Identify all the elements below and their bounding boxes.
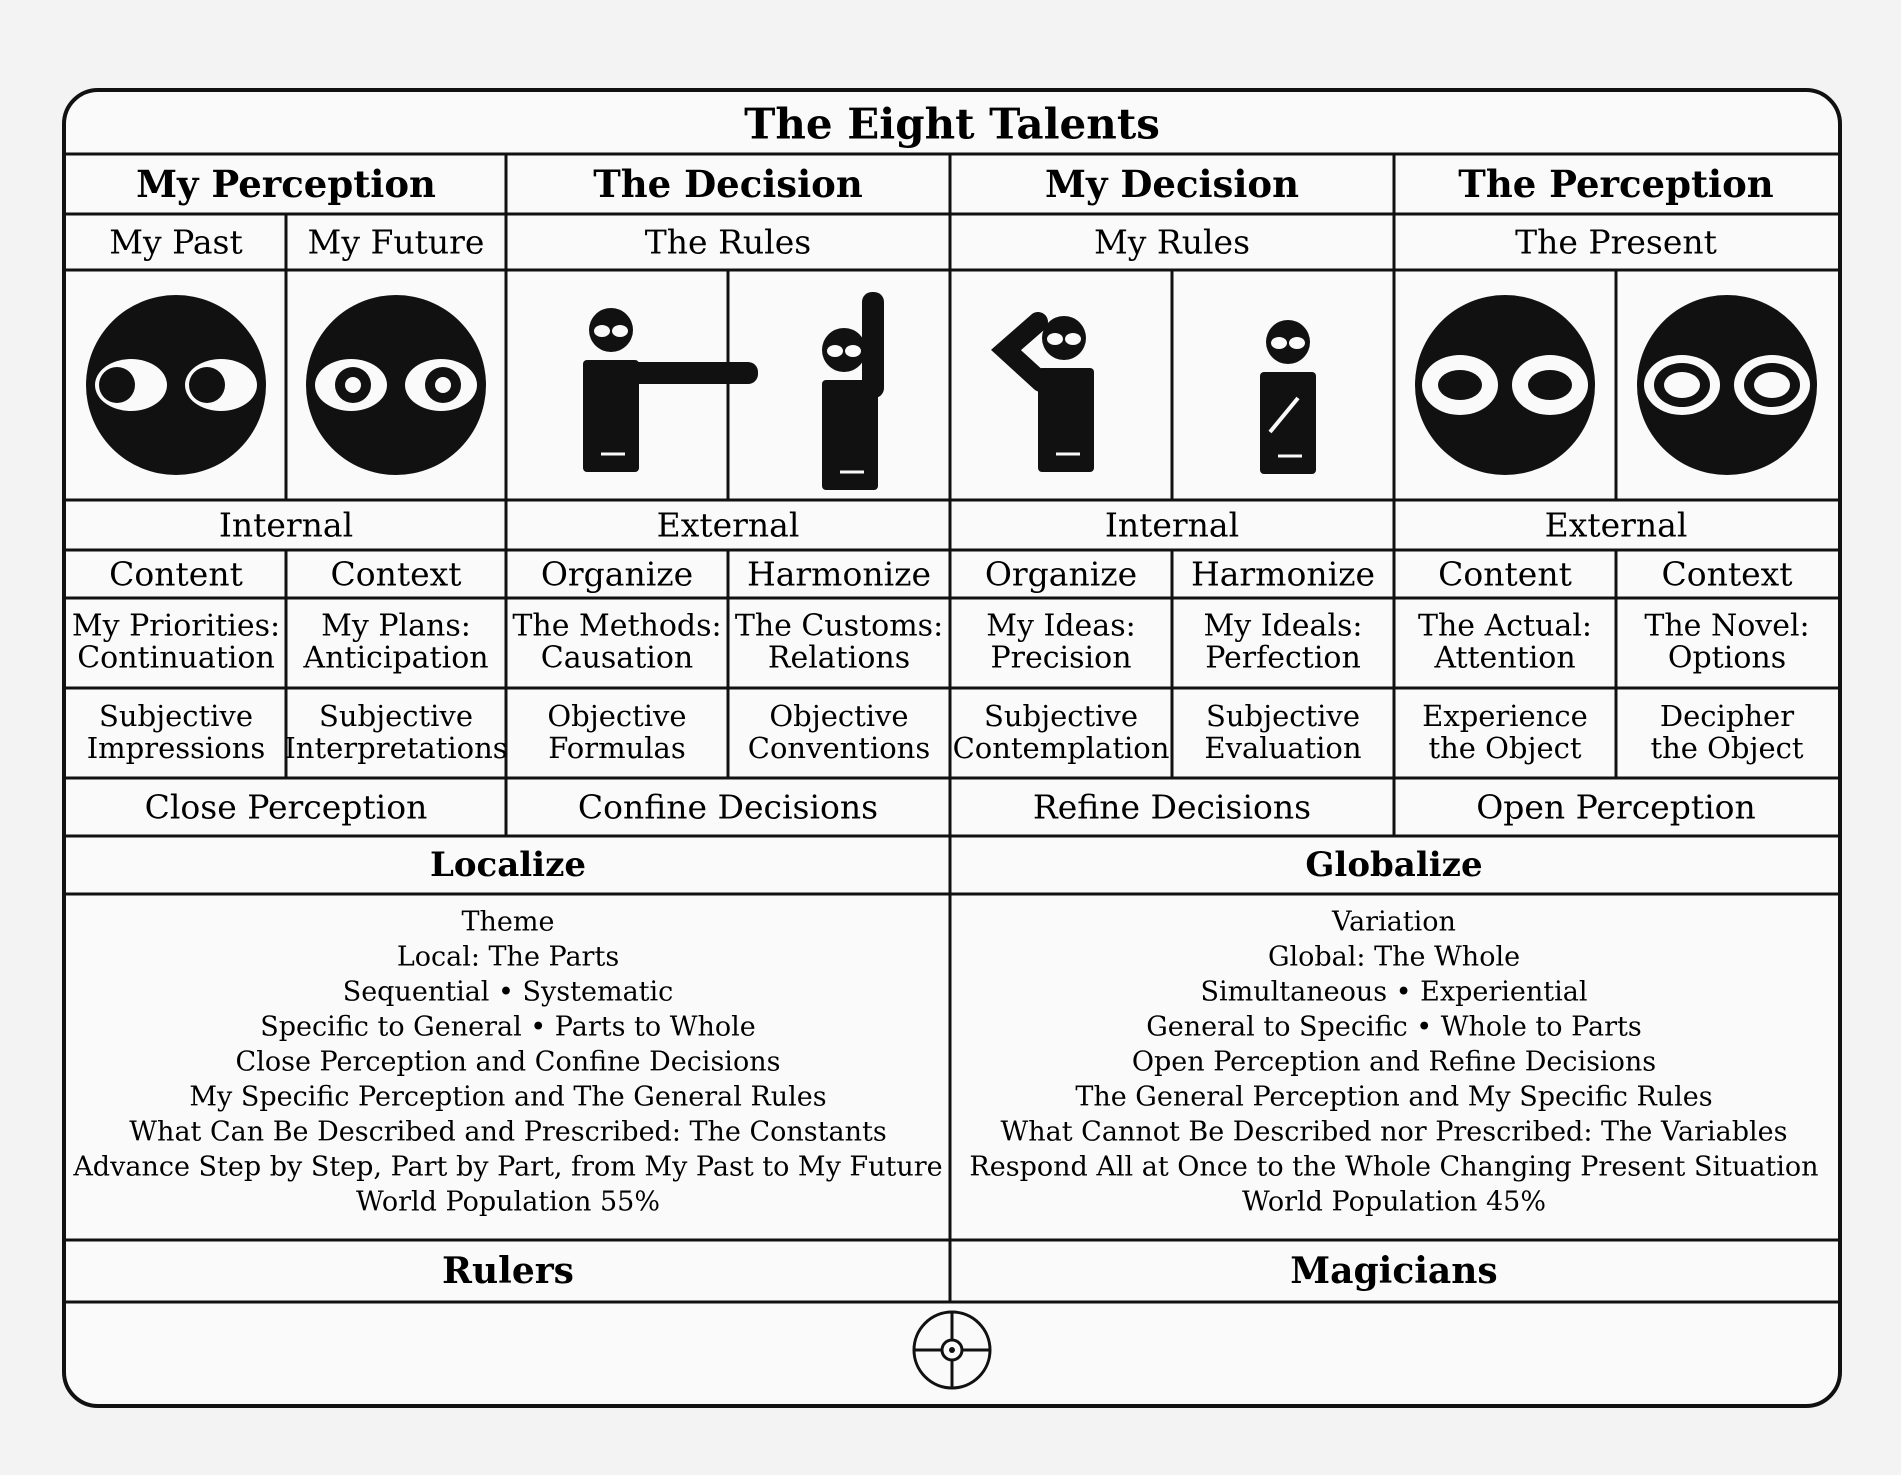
group-1-approach-2-line1: Subjective bbox=[319, 699, 473, 733]
group-1-mode-left: Content bbox=[109, 554, 243, 594]
present-eyes-icon bbox=[1415, 295, 1595, 475]
group-1-cell-1-label: My Priorities: bbox=[71, 608, 281, 644]
group-2-approach-2-line1: Objective bbox=[769, 699, 909, 733]
globalize-line-9: World Population 45% bbox=[1241, 1186, 1547, 1218]
globalize-line-5: Open Perception and Refine Decisions bbox=[1131, 1046, 1657, 1078]
group-4-mode-right: Context bbox=[1661, 554, 1793, 594]
group-3-approach-1-line2: Contemplation bbox=[952, 731, 1170, 765]
group-2-approach-1-line1: Objective bbox=[547, 699, 687, 733]
group-2-approach-2-line2: Conventions bbox=[747, 731, 931, 765]
group-4-approach-1-line2: the Object bbox=[1428, 731, 1582, 765]
hand-on-heart-figure-icon bbox=[1260, 320, 1316, 474]
group-2-sub: The Rules bbox=[644, 222, 812, 262]
group-2-mode-left: Organize bbox=[540, 554, 694, 594]
localize-footer: Rulers bbox=[442, 1250, 574, 1292]
raised-arm-figure-icon bbox=[822, 292, 884, 490]
globalize-footer: Magicians bbox=[1290, 1250, 1498, 1292]
group-4-action: Open Perception bbox=[1476, 787, 1756, 827]
group-2-header: The Decision bbox=[593, 162, 863, 206]
localize-line-6: My Specific Perception and The General Rules bbox=[189, 1081, 827, 1113]
globalize-line-3: Simultaneous • Experiential bbox=[1200, 976, 1588, 1008]
group-4-cell-2-value: Options bbox=[1667, 640, 1787, 676]
group-1-cell-2-value: Anticipation bbox=[303, 640, 489, 676]
globalize-line-7: What Cannot Be Described nor Prescribed: The Variables bbox=[1000, 1116, 1788, 1148]
diagram-title: The Eight Talents bbox=[744, 99, 1160, 149]
globalize-line-4: General to Specific • Whole to Parts bbox=[1146, 1011, 1642, 1043]
group-2-cell-1-label: The Methods: bbox=[512, 608, 722, 644]
group-3-cell-2-value: Perfection bbox=[1205, 640, 1361, 676]
group-4-header: The Perception bbox=[1458, 162, 1774, 206]
group-1-sub-right: My Future bbox=[307, 222, 485, 262]
globalize-line-1: Variation bbox=[1332, 906, 1456, 938]
group-4-orientation: External bbox=[1544, 505, 1688, 545]
group-3-cell-2-label: My Ideals: bbox=[1203, 608, 1363, 644]
localize-line-5: Close Perception and Confine Decisions bbox=[235, 1046, 781, 1078]
group-4-approach-2-line1: Decipher bbox=[1659, 699, 1795, 733]
group-3-mode-right: Harmonize bbox=[1190, 554, 1376, 594]
group-1-approach-1-line1: Subjective bbox=[99, 699, 253, 733]
group-2-action: Confine Decisions bbox=[577, 787, 879, 827]
localize-line-7: What Can Be Described and Prescribed: The Constants bbox=[129, 1116, 887, 1148]
globalize-line-8: Respond All at Once to the Whole Changing Present Situation bbox=[969, 1151, 1819, 1183]
group-4-cell-2-label: The Novel: bbox=[1644, 608, 1810, 644]
group-2-cell-2-label: The Customs: bbox=[734, 608, 944, 644]
past-eyes-icon bbox=[86, 295, 266, 475]
group-2-approach-1-line2: Formulas bbox=[548, 731, 686, 765]
localize-line-9: World Population 55% bbox=[355, 1186, 661, 1218]
group-4-approach-1-line1: Experience bbox=[1422, 699, 1588, 733]
group-2-orientation: External bbox=[656, 505, 800, 545]
group-3-approach-2-line1: Subjective bbox=[1206, 699, 1360, 733]
group-3-header: My Decision bbox=[1044, 162, 1300, 206]
group-4-approach-2-line2: the Object bbox=[1650, 731, 1804, 765]
group-3-approach-2-line2: Evaluation bbox=[1204, 731, 1362, 765]
diagram-frame bbox=[62, 88, 1842, 1408]
group-2-cell-2-value: Relations bbox=[767, 640, 911, 676]
group-1-mode-right: Context bbox=[330, 554, 462, 594]
group-4-cell-1-value: Attention bbox=[1434, 640, 1576, 676]
group-1-header: My Perception bbox=[136, 162, 436, 206]
group-3-mode-left: Organize bbox=[984, 554, 1138, 594]
group-2-mode-right: Harmonize bbox=[746, 554, 932, 594]
group-3-approach-1-line1: Subjective bbox=[984, 699, 1138, 733]
crosshair-icon bbox=[914, 1312, 990, 1388]
group-1-approach-1-line2: Impressions bbox=[86, 731, 266, 765]
group-3-cell-1-value: Precision bbox=[990, 640, 1132, 676]
eight-talents-diagram bbox=[66, 92, 1838, 1404]
localize-line-1: Theme bbox=[461, 906, 555, 938]
globalize-heading: Globalize bbox=[1305, 845, 1483, 885]
globalize-line-2: Global: The Whole bbox=[1267, 941, 1521, 973]
pointing-figure-icon bbox=[583, 308, 758, 472]
localize-line-2: Local: The Parts bbox=[396, 941, 620, 973]
localize-line-3: Sequential • Systematic bbox=[342, 976, 674, 1008]
group-3-sub: My Rules bbox=[1093, 222, 1251, 262]
group-3-cell-1-label: My Ideas: bbox=[986, 608, 1136, 644]
novel-eyes-icon bbox=[1637, 295, 1817, 475]
group-4-mode-left: Content bbox=[1438, 554, 1572, 594]
future-eyes-icon bbox=[306, 295, 486, 475]
group-4-cell-1-label: The Actual: bbox=[1417, 608, 1593, 644]
thinking-figure-icon bbox=[1006, 316, 1094, 472]
group-1-orientation: Internal bbox=[218, 505, 354, 545]
group-4-sub: The Present bbox=[1515, 222, 1717, 262]
group-2-cell-1-value: Causation bbox=[540, 640, 694, 676]
group-3-orientation: Internal bbox=[1104, 505, 1240, 545]
localize-line-4: Specific to General • Parts to Whole bbox=[260, 1011, 756, 1043]
group-1-cell-2-label: My Plans: bbox=[321, 608, 471, 644]
group-1-approach-2-line2: Interpretations bbox=[284, 731, 508, 765]
group-1-action: Close Perception bbox=[144, 787, 428, 827]
globalize-line-6: The General Perception and My Specific Rules bbox=[1075, 1081, 1713, 1113]
group-1-sub-left: My Past bbox=[109, 222, 243, 262]
localize-line-8: Advance Step by Step, Part by Part, from My Past to My Future bbox=[73, 1151, 943, 1183]
group-3-action: Refine Decisions bbox=[1032, 787, 1312, 827]
group-1-cell-1-value: Continuation bbox=[77, 640, 275, 676]
localize-heading: Localize bbox=[429, 845, 587, 885]
